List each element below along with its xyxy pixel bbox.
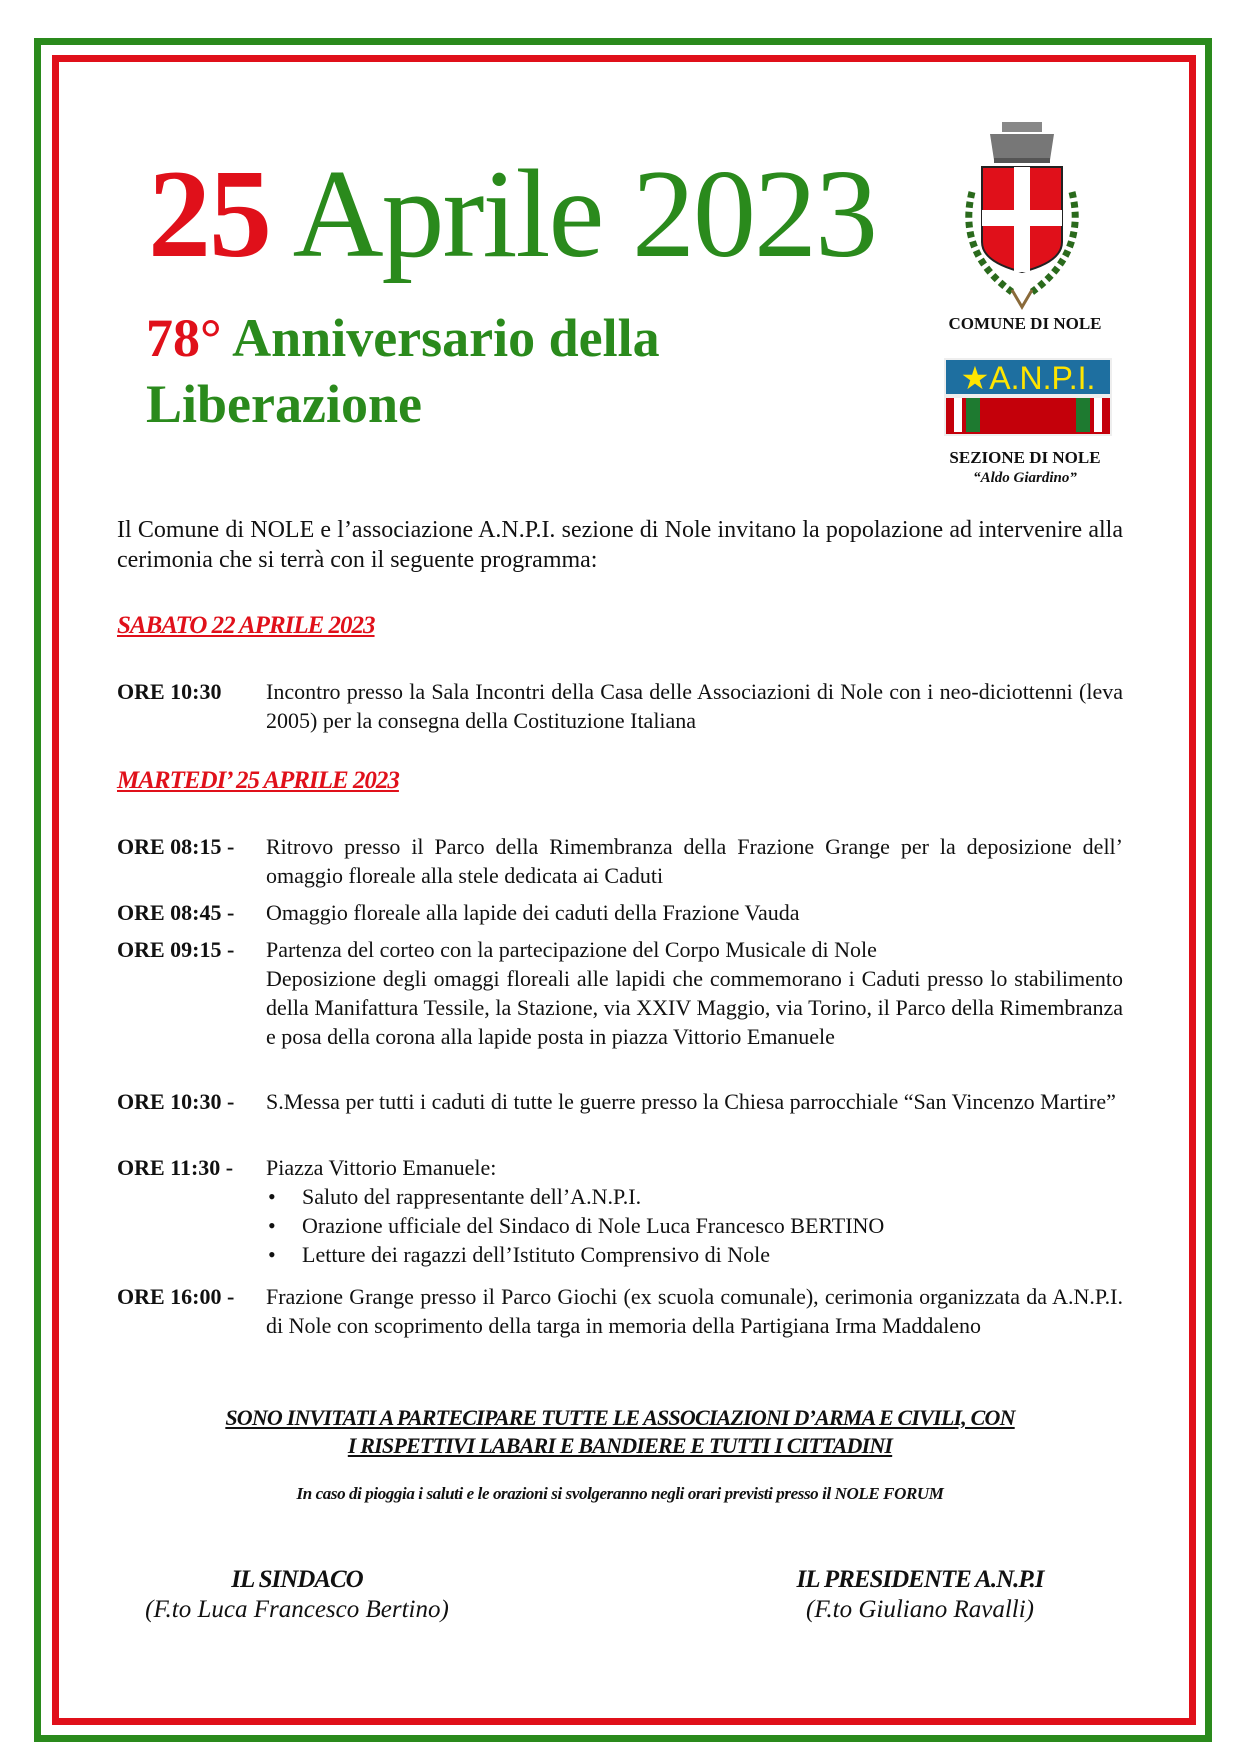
- bullet-item: • Orazione ufficiale del Sindaco di Nole Luca Francesco BERTINO: [302, 1211, 1123, 1240]
- signature-name: (F.to Luca Francesco Bertino): [145, 1596, 449, 1623]
- anpi-section-label: SEZIONE DI NOLE: [949, 448, 1101, 467]
- bullet-item: • Saluto del rappresentante dell’A.N.P.I.: [302, 1182, 1123, 1211]
- title-day: 25: [148, 145, 270, 284]
- program-row: [117, 1282, 1123, 1340]
- event-text: Partenza del corteo con la partecipazione del Corpo Musicale di Nole: [266, 937, 877, 962]
- signature-mayor: [97, 1565, 497, 1625]
- event-text: Piazza Vittorio Emanuele:: [266, 1155, 497, 1180]
- invitation-note: [117, 1404, 1123, 1460]
- event-text: Frazione Grange presso il Parco Giochi (ex scuola comunale), cerimonia organizzata da A.N.P.I. di Nole con scoprimento della targa in memoria della Partigiana Irma Maddaleno: [266, 1284, 1123, 1338]
- title-month-year: Aprile 2023: [292, 145, 876, 284]
- svg-text:★A.N.P.I.: ★A.N.P.I.: [960, 360, 1096, 396]
- program-row: [117, 898, 1123, 927]
- event-text: Ritrovo presso il Parco della Rimembranza della Frazione Grange per la deposizione dell’ omaggio floreale alla stele dedicata ai Caduti: [266, 834, 1123, 888]
- event-time: ORE 08:45 -: [117, 900, 235, 925]
- event-time: ORE 08:15 -: [117, 834, 235, 859]
- program-row: [117, 832, 1123, 890]
- comune-label: COMUNE DI NOLE: [948, 314, 1102, 333]
- event-time: ORE 11:30 -: [117, 1155, 234, 1180]
- invitation-line: SONO INVITATI A PARTECIPARE TUTTE LE ASSOCIAZIONI D’ARMA E CIVILI, CON: [225, 1405, 1015, 1430]
- invitation-line: I RISPETTIVI LABARI E BANDIERE E TUTTI I CITTADINI: [347, 1433, 893, 1458]
- anpi-logo-icon: [944, 358, 1112, 436]
- event-text-block: [266, 1153, 1123, 1269]
- event-text-block: [266, 935, 1123, 1051]
- event-text: Incontro presso la Sala Incontri della Casa delle Associazioni di Nole con i neo-diciottenni (leva 2005) per la consegna della Costituzione Italiana: [266, 679, 1123, 733]
- event-time: ORE 10:30 -: [117, 1089, 235, 1114]
- signature-president: [720, 1565, 1120, 1625]
- event-text-continued: Deposizione degli omaggi floreali alle lapidi che commemorano i Caduti presso lo stabilimento della Manifattura Tessile, la Stazione, via XXIV Maggio, via Torino, il Parco della Rimembranza e posa della corona alla lapide posta in piazza Vittorio Emanuele: [266, 966, 1123, 1049]
- comune-crest-icon: [952, 122, 1092, 312]
- day-heading-tuesday: MARTEDI’ 25 APRILE 2023: [117, 767, 399, 794]
- event-text: Omaggio floreale alla lapide dei caduti della Frazione Vauda: [266, 900, 800, 925]
- page-title: [148, 145, 876, 284]
- subtitle-text: Anniversario della Liberazione: [146, 308, 660, 434]
- program-row: [117, 1087, 1123, 1116]
- program-row: [117, 1153, 1123, 1269]
- bullet-item: • Letture dei ragazzi dell’Istituto Comprensivo di Nole: [302, 1240, 1123, 1269]
- bullet-list: [266, 1182, 1123, 1269]
- subtitle: [146, 305, 846, 437]
- event-text: S.Messa per tutti i caduti di tutte le guerre presso la Chiesa parrocchiale “San Vincenzo Martire”: [266, 1089, 1116, 1114]
- signature-role: IL PRESIDENTE A.N.P.I: [796, 1566, 1044, 1593]
- event-time: ORE 09:15 -: [117, 937, 235, 962]
- rain-note: In caso di pioggia i saluti e le orazioni si svolgeranno negli orari previsti presso il NOLE FORUM: [296, 1484, 944, 1503]
- event-time: ORE 16:00 -: [117, 1284, 235, 1309]
- intro-text: Il Comune di NOLE e l’associazione A.N.P.I. sezione di Nole invitano la popolazione ad intervenire alla cerimonia che si terrà con il seguente programma:: [117, 517, 1123, 573]
- signature-name: (F.to Giuliano Ravalli): [806, 1596, 1034, 1623]
- program-row: [117, 677, 1123, 735]
- program-row: [117, 935, 1123, 1051]
- anpi-section-name: “Aldo Giardino”: [973, 470, 1077, 486]
- day-heading-saturday: SABATO 22 APRILE 2023: [117, 612, 375, 639]
- event-time: ORE 10:30: [117, 679, 222, 704]
- subtitle-number: 78°: [146, 308, 222, 368]
- signature-role: IL SINDACO: [231, 1566, 363, 1593]
